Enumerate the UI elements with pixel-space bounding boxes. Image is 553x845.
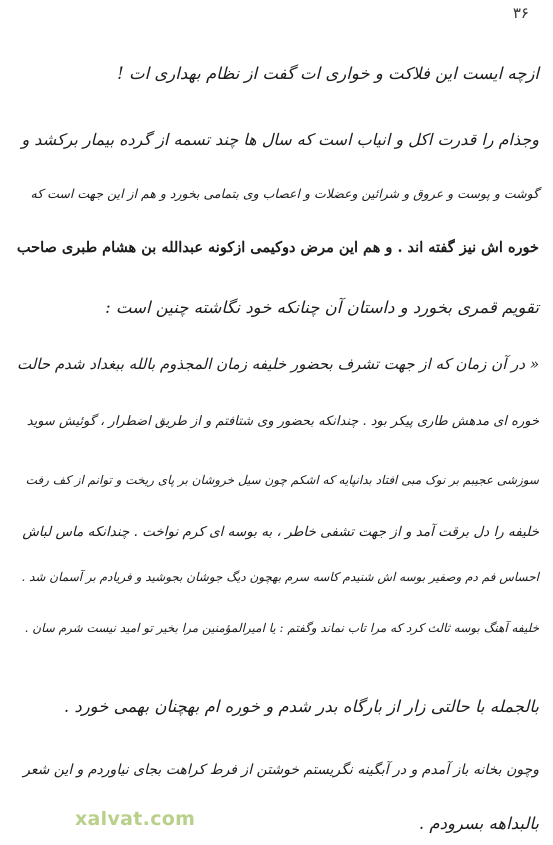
text-line-3: گوشت و پوست و عروق و شرائین وعضلات و اعصاب وی بتمامی بخورد و هم از این جهت است که xyxy=(30,186,539,201)
text-line-10: احساس فم دم وصفیر بوسه اش شنیدم کاسه سرم بهچون دیگ جوشان بجوشید و فریادم بر آسمان شد . xyxy=(21,570,539,584)
text-line-2: وجذام را قدرت اکل و انیاب است که سال ها چند تسمه از گرده بیمار برکشد و xyxy=(21,130,539,149)
text-line-4: خوره اش نیز گفته اند . و هم این مرض دوکیمی ازکونه عبدالله بن هشام طبری صاحب xyxy=(16,239,539,256)
text-line-1: ازچه ایست این فلاکت و خواری ات گفت از نظام بهداری ات ! xyxy=(117,64,539,83)
text-line-14: بالبداهه بسرودم . xyxy=(418,814,539,833)
text-line-13: وچون بخانه باز آمدم و در آبگینه نگریستم خوشتن از فرط کراهت بجای نیاوردم و این شعر xyxy=(23,762,539,778)
text-line-6: « در آن زمان که از جهت تشرف بحضور خلیفه زمان المجذوم بالله ببغداد شدم حالت xyxy=(16,355,539,373)
page-number: ۳۶ xyxy=(512,4,529,22)
text-line-8: سوزشی عجیبم بر نوک مبی افتاد بدانپایه که اشکم چون سیل خروشان بر پای ریخت و توانم از کف رفت xyxy=(25,473,539,487)
text-line-7: خوره ای مدهش طاری پیکر بود . چندانکه بحضور وی شتافتم و از طریق اضطرار ، گوئیش سوید xyxy=(26,414,539,429)
text-line-12: بالجمله با حالتی زار از بارگاه بدر شدم و خوره ام بهچنان بهمی خورد . xyxy=(63,697,539,716)
watermark: xalvat.com xyxy=(75,808,196,830)
text-line-9: خلیفه را دل برقت آمد و از جهت تشفی خاطر ، به بوسه ای کرم نواخت . چندانکه ماس لباش xyxy=(22,524,539,540)
text-line-5: تقویم قمری بخورد و داستان آن چنانکه خود نگاشته چنین است : xyxy=(105,298,539,317)
text-line-11: خلیفه آهنگ بوسه ثالث کرد که مرا تاب نماند وگفتم : یا امیرالمؤمنین مرا بخیر تو امید نیست شرم سان . xyxy=(24,621,539,635)
